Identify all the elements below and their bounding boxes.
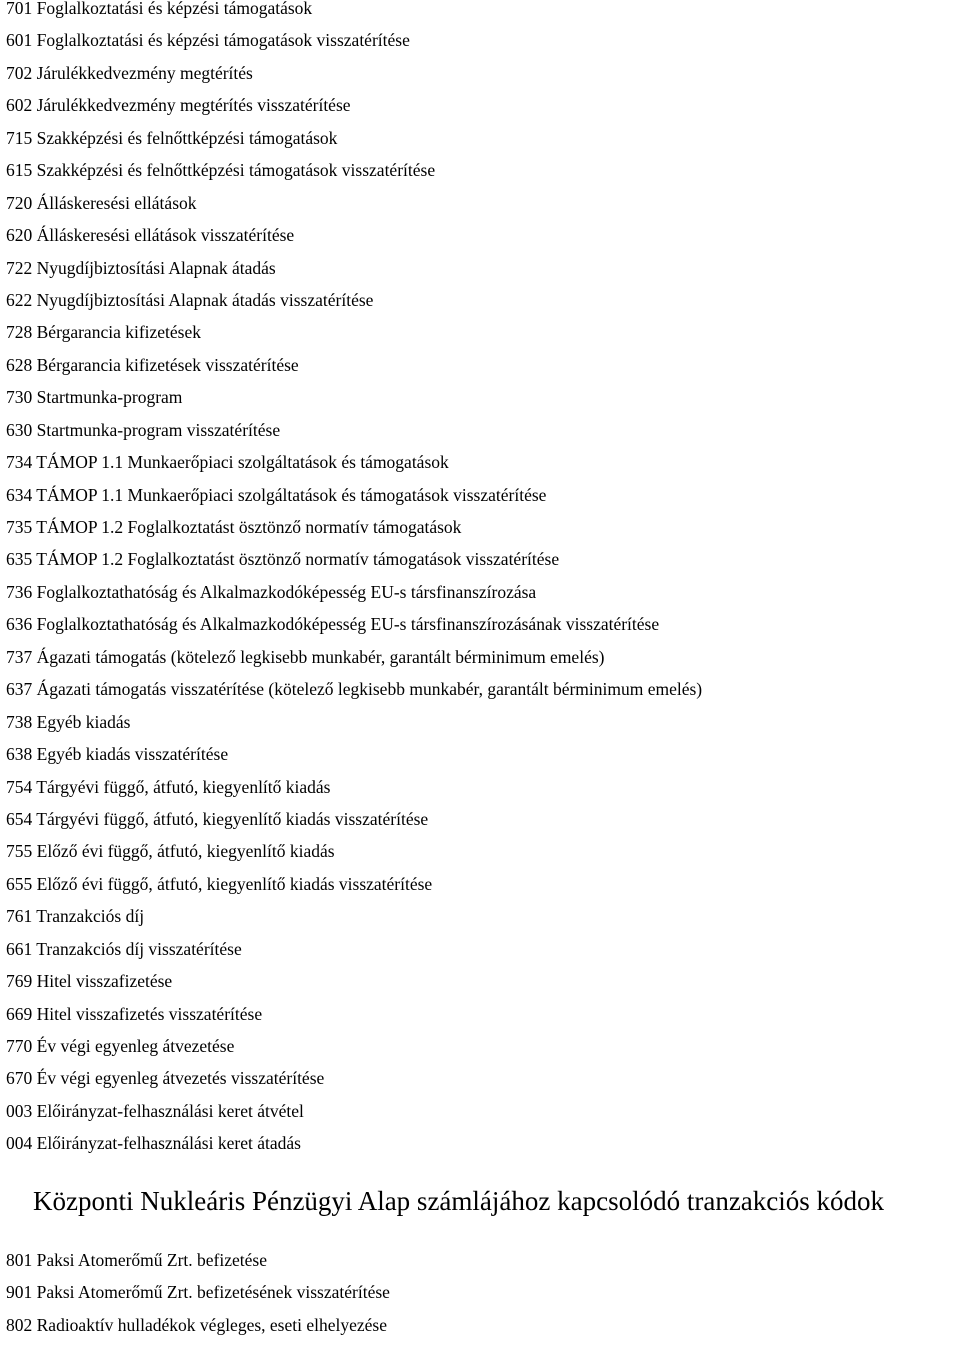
code-item: 738 Egyéb kiadás	[6, 711, 131, 732]
code-item: 735 TÁMOP 1.2 Foglalkoztatást ösztönző normatív támogatások	[6, 517, 462, 537]
code-item: 602 Járulékkedvezmény megtérítés visszatérítése	[6, 95, 351, 116]
code-item: 736 Foglalkoztathatóság és Alkalmazkodóképesség EU-s társfinanszírozása	[6, 581, 537, 602]
code-item: 770 Év végi egyenleg átvezetése	[6, 1036, 235, 1056]
code-item: 003 Előirányzat-felhasználási keret átvétel	[6, 1100, 304, 1121]
code-item: 901 Paksi Atomerőmű Zrt. befizetésének visszatérítése	[6, 1282, 390, 1303]
code-item: 730 Startmunka-program	[6, 387, 183, 408]
section-heading: Központi Nukleáris Pénzügyi Alap számlájához kapcsolódó tranzakciós kódok	[33, 1186, 885, 1216]
code-item: 622 Nyugdíjbiztosítási Alapnak átadás visszatérítése	[6, 289, 374, 310]
code-item: 754 Tárgyévi függő, átfutó, kiegyenlítő kiadás	[6, 776, 331, 797]
code-item: 670 Év végi egyenleg átvezetés visszatérítése	[6, 1068, 325, 1089]
nuclear-fund-code-list	[0, 1252, 390, 1349]
code-item: 601 Foglalkoztatási és képzési támogatások visszatérítése	[6, 30, 410, 51]
code-item: 802 Radioaktív hulladékok végleges, eseti elhelyezése	[6, 1314, 387, 1335]
code-item: 636 Foglalkoztathatóság és Alkalmazkodóképesség EU-s társfinanszírozásának visszatérítése	[6, 614, 660, 635]
code-item: 637 Ágazati támogatás visszatérítése (kötelező legkisebb munkabér, garantált bérminimum emelés)	[6, 679, 703, 700]
code-item: 728 Bérgarancia kifizetések	[6, 322, 202, 343]
code-item: 701 Foglalkoztatási és képzési támogatások	[6, 0, 313, 18]
code-item: 702 Járulékkedvezmény megtérítés	[6, 62, 253, 83]
code-item: 801 Paksi Atomerőmű Zrt. befizetése	[6, 1250, 267, 1270]
code-item: 661 Tranzakciós díj visszatérítése	[6, 938, 242, 959]
code-item: 734 TÁMOP 1.1 Munkaerőpiaci szolgáltatások és támogatások	[6, 452, 449, 473]
code-item: 669 Hitel visszafizetés visszatérítése	[6, 1003, 263, 1024]
code-item: 769 Hitel visszafizetése	[6, 971, 173, 992]
code-item: 761 Tranzakciós díj	[6, 906, 145, 927]
code-item: 755 Előző évi függő, átfutó, kiegyenlítő kiadás	[6, 841, 335, 862]
code-item: 615 Szakképzési és felnőttképzési támogatások visszatérítése	[6, 160, 436, 181]
code-item: 634 TÁMOP 1.1 Munkaerőpiaci szolgáltatások és támogatások visszatérítése	[6, 484, 547, 505]
code-item: 655 Előző évi függő, átfutó, kiegyenlítő kiadás visszatérítése	[6, 873, 433, 894]
code-item: 638 Egyéb kiadás visszatérítése	[6, 744, 229, 765]
code-item: 720 Álláskeresési ellátások	[6, 192, 197, 213]
code-item: 630 Startmunka-program visszatérítése	[6, 419, 281, 440]
code-item: 737 Ágazati támogatás (kötelező legkisebb munkabér, garantált bérminimum emelés)	[6, 646, 605, 667]
code-item: 715 Szakképzési és felnőttképzési támogatások	[6, 127, 338, 148]
code-item: 620 Álláskeresési ellátások visszatérítése	[6, 225, 295, 246]
code-item: 722 Nyugdíjbiztosítási Alapnak átadás	[6, 257, 276, 278]
code-item: 628 Bérgarancia kifizetések visszatérítése	[6, 354, 299, 375]
code-item: 635 TÁMOP 1.2 Foglalkoztatást ösztönző normatív támogatások visszatérítése	[6, 549, 560, 570]
code-item: 004 Előirányzat-felhasználási keret átadás	[6, 1133, 301, 1154]
code-item: 654 Tárgyévi függő, átfutó, kiegyenlítő kiadás visszatérítése	[6, 808, 429, 829]
